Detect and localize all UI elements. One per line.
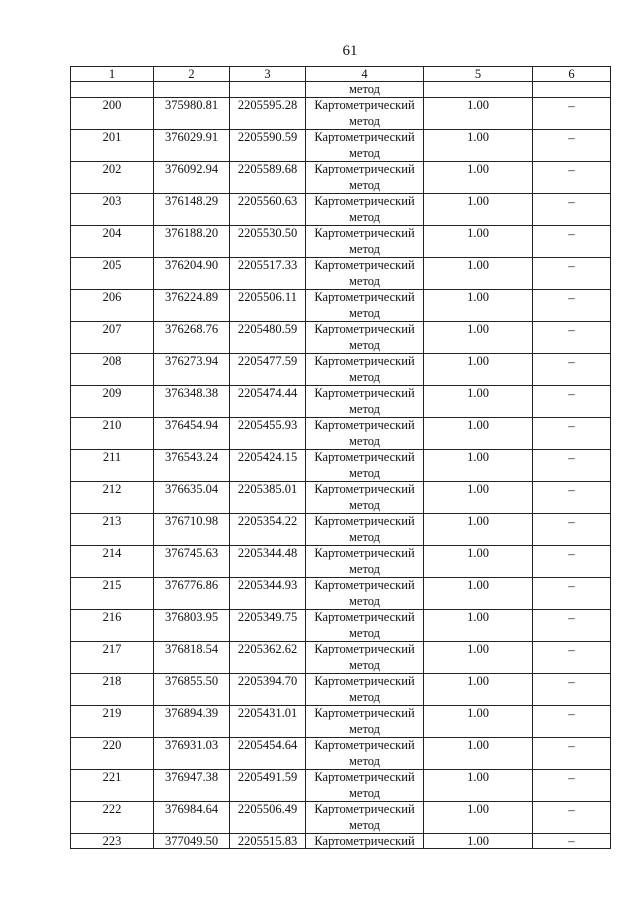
accuracy-cell: 1.00 — [424, 578, 533, 610]
header-col-6: 6 — [533, 67, 611, 82]
note-cell: – — [533, 482, 611, 514]
y-coordinate-cell: 2205506.49 — [230, 802, 306, 834]
point-number-cell: 212 — [71, 482, 154, 514]
x-coordinate-cell: 376224.89 — [154, 290, 230, 322]
accuracy-cell: 1.00 — [424, 450, 533, 482]
y-coordinate-cell: 2205455.93 — [230, 418, 306, 450]
note-cell: – — [533, 226, 611, 258]
note-cell: – — [533, 706, 611, 738]
method-line-2: метод — [348, 529, 380, 544]
method-cell — [306, 642, 424, 674]
method-cell — [306, 418, 424, 450]
continuation-row — [71, 82, 611, 98]
accuracy-cell: 1.00 — [424, 162, 533, 194]
method-line-1: Картометрический — [314, 578, 415, 592]
point-number-cell: 223 — [71, 834, 154, 849]
method-line-1: Картометрический — [314, 738, 415, 752]
x-coordinate-cell: 376710.98 — [154, 514, 230, 546]
method-cell — [306, 514, 424, 546]
method-line-2: метод — [348, 689, 380, 704]
method-line-1: Картометрический — [314, 98, 415, 112]
x-coordinate-cell: 376776.86 — [154, 578, 230, 610]
y-coordinate-cell: 2205394.70 — [230, 674, 306, 706]
header-col-3: 3 — [230, 67, 306, 82]
y-coordinate-cell: 2205454.64 — [230, 738, 306, 770]
method-line-2: метод — [348, 273, 380, 288]
point-number-cell: 208 — [71, 354, 154, 386]
table-row-last — [71, 834, 611, 849]
page-number: 61 — [342, 43, 358, 59]
table-row — [71, 642, 611, 674]
accuracy-cell: 1.00 — [424, 482, 533, 514]
table-row — [71, 450, 611, 482]
x-coordinate-cell: 376273.94 — [154, 354, 230, 386]
method-line-1: Картометрический — [314, 514, 415, 528]
y-coordinate-cell: 2205354.22 — [230, 514, 306, 546]
y-coordinate-cell: 2205589.68 — [230, 162, 306, 194]
method-line-2: метод — [348, 337, 380, 352]
accuracy-cell: 1.00 — [424, 98, 533, 130]
table-row — [71, 162, 611, 194]
note-cell: – — [533, 514, 611, 546]
header-col-5: 5 — [424, 67, 533, 82]
y-coordinate-cell: 2205385.01 — [230, 482, 306, 514]
accuracy-cell: 1.00 — [424, 226, 533, 258]
method-cell — [306, 802, 424, 834]
method-cell — [306, 482, 424, 514]
accuracy-cell: 1.00 — [424, 610, 533, 642]
method-cell: Картометрический — [306, 834, 424, 849]
x-coordinate-cell: 376543.24 — [154, 450, 230, 482]
x-coordinate-cell: 376745.63 — [154, 546, 230, 578]
accuracy-cell: 1.00 — [424, 130, 533, 162]
y-coordinate-cell: 2205431.01 — [230, 706, 306, 738]
point-number-cell: 210 — [71, 418, 154, 450]
y-coordinate-cell: 2205477.59 — [230, 354, 306, 386]
method-line-1: Картометрический — [314, 258, 415, 272]
y-coordinate-cell: 2205590.59 — [230, 130, 306, 162]
x-coordinate-cell: 376348.38 — [154, 386, 230, 418]
method-cell — [306, 610, 424, 642]
note-cell: – — [533, 642, 611, 674]
point-number-cell: 213 — [71, 514, 154, 546]
accuracy-cell: 1.00 — [424, 194, 533, 226]
table-row — [71, 482, 611, 514]
point-number-cell: 215 — [71, 578, 154, 610]
accuracy-cell: 1.00 — [424, 514, 533, 546]
note-cell: – — [533, 98, 611, 130]
method-line-1: Картометрический — [314, 802, 415, 816]
table-row — [71, 578, 611, 610]
x-coordinate-cell: 376931.03 — [154, 738, 230, 770]
y-coordinate-cell: 2205506.11 — [230, 290, 306, 322]
method-line-1: Картометрический — [314, 290, 415, 304]
method-line-1: Картометрический — [314, 482, 415, 496]
y-coordinate-cell: 2205515.83 — [230, 834, 306, 849]
method-cell — [306, 290, 424, 322]
point-number-cell: 209 — [71, 386, 154, 418]
point-number-cell: 202 — [71, 162, 154, 194]
y-coordinate-cell: 2205344.93 — [230, 578, 306, 610]
note-cell: – — [533, 450, 611, 482]
method-cell — [306, 738, 424, 770]
continuation-method-cell: метод — [306, 82, 424, 98]
note-cell: – — [533, 162, 611, 194]
table-row — [71, 194, 611, 226]
method-cell — [306, 546, 424, 578]
note-cell: – — [533, 354, 611, 386]
method-line-1: Картометрический — [314, 130, 415, 144]
note-cell: – — [533, 322, 611, 354]
accuracy-cell: 1.00 — [424, 322, 533, 354]
point-number-cell: 203 — [71, 194, 154, 226]
accuracy-cell: 1.00 — [424, 642, 533, 674]
method-line-2: метод — [348, 721, 380, 736]
accuracy-cell: 1.00 — [424, 674, 533, 706]
table-row — [71, 258, 611, 290]
accuracy-cell: 1.00 — [424, 546, 533, 578]
y-coordinate-cell: 2205560.63 — [230, 194, 306, 226]
x-coordinate-cell: 376984.64 — [154, 802, 230, 834]
method-line-1: Картометрический — [314, 706, 415, 720]
point-number-cell: 220 — [71, 738, 154, 770]
method-line-1: Картометрический — [314, 642, 415, 656]
x-coordinate-cell: 376092.94 — [154, 162, 230, 194]
accuracy-cell: 1.00 — [424, 770, 533, 802]
accuracy-cell: 1.00 — [424, 290, 533, 322]
method-line-2: метод — [348, 593, 380, 608]
y-coordinate-cell: 2205480.59 — [230, 322, 306, 354]
table-row — [71, 802, 611, 834]
table-row — [71, 290, 611, 322]
method-line-1: Картометрический — [314, 194, 415, 208]
table-row — [71, 770, 611, 802]
x-coordinate-cell: 376803.95 — [154, 610, 230, 642]
y-coordinate-cell: 2205424.15 — [230, 450, 306, 482]
accuracy-cell: 1.00 — [424, 738, 533, 770]
table-row — [71, 546, 611, 578]
note-cell: – — [533, 578, 611, 610]
method-cell — [306, 770, 424, 802]
method-line-1: Картометрический — [314, 546, 415, 560]
method-line-2: метод — [348, 465, 380, 480]
method-cell — [306, 194, 424, 226]
y-coordinate-cell: 2205362.62 — [230, 642, 306, 674]
method-cell — [306, 322, 424, 354]
note-cell: – — [533, 674, 611, 706]
accuracy-cell: 1.00 — [424, 258, 533, 290]
accuracy-cell: 1.00 — [424, 802, 533, 834]
method-line-2: метод — [348, 625, 380, 640]
note-cell: – — [533, 802, 611, 834]
method-line-1: Картометрический — [314, 418, 415, 432]
table-row — [71, 386, 611, 418]
accuracy-cell: 1.00 — [424, 706, 533, 738]
method-cell — [306, 130, 424, 162]
point-number-cell: 207 — [71, 322, 154, 354]
method-line-1: Картометрический — [314, 610, 415, 624]
method-line-2: метод — [348, 657, 380, 672]
note-cell: – — [533, 258, 611, 290]
x-coordinate-cell: 376188.20 — [154, 226, 230, 258]
header-row — [71, 67, 611, 82]
x-coordinate-cell: 376947.38 — [154, 770, 230, 802]
y-coordinate-cell: 2205349.75 — [230, 610, 306, 642]
method-cell — [306, 706, 424, 738]
table-row — [71, 322, 611, 354]
method-line-2: метод — [348, 369, 380, 384]
method-cell — [306, 578, 424, 610]
method-line-2: метод — [348, 433, 380, 448]
method-line-2: метод — [348, 785, 380, 800]
note-cell: – — [533, 546, 611, 578]
method-line-2: метод — [348, 113, 380, 128]
y-coordinate-cell: 2205491.59 — [230, 770, 306, 802]
table-row — [71, 610, 611, 642]
accuracy-cell: 1.00 — [424, 418, 533, 450]
method-cell — [306, 450, 424, 482]
note-cell: – — [533, 610, 611, 642]
method-line-2: метод — [348, 145, 380, 160]
table-header — [71, 67, 611, 82]
x-coordinate-cell: 376818.54 — [154, 642, 230, 674]
note-cell: – — [533, 194, 611, 226]
x-coordinate-cell: 376855.50 — [154, 674, 230, 706]
method-line-2: метод — [348, 241, 380, 256]
y-coordinate-cell: 2205474.44 — [230, 386, 306, 418]
method-cell — [306, 674, 424, 706]
y-coordinate-cell: 2205530.50 — [230, 226, 306, 258]
x-coordinate-cell: 376268.76 — [154, 322, 230, 354]
table-row — [71, 674, 611, 706]
point-number-cell: 218 — [71, 674, 154, 706]
method-line-1: Картометрический — [314, 226, 415, 240]
note-cell: – — [533, 770, 611, 802]
method-cell — [306, 386, 424, 418]
x-coordinate-cell: 377049.50 — [154, 834, 230, 849]
x-coordinate-cell: 376454.94 — [154, 418, 230, 450]
note-cell: – — [533, 290, 611, 322]
note-cell: – — [533, 130, 611, 162]
method-cell — [306, 162, 424, 194]
point-number-cell: 205 — [71, 258, 154, 290]
accuracy-cell: 1.00 — [424, 386, 533, 418]
accuracy-cell: 1.00 — [424, 354, 533, 386]
method-line-2: метод — [348, 497, 380, 512]
point-number-cell: 206 — [71, 290, 154, 322]
x-coordinate-cell: 375980.81 — [154, 98, 230, 130]
y-coordinate-cell: 2205344.48 — [230, 546, 306, 578]
method-cell — [306, 354, 424, 386]
method-line-1: Картометрический — [314, 770, 415, 784]
point-number-cell: 221 — [71, 770, 154, 802]
method-line-1: Картометрический — [314, 354, 415, 368]
header-col-4: 4 — [306, 67, 424, 82]
method-line-2: метод — [348, 401, 380, 416]
y-coordinate-cell: 2205595.28 — [230, 98, 306, 130]
header-col-1: 1 — [71, 67, 154, 82]
method-line-1: Картометрический — [314, 162, 415, 176]
table-row — [71, 130, 611, 162]
table-row — [71, 226, 611, 258]
x-coordinate-cell: 376204.90 — [154, 258, 230, 290]
method-cell — [306, 226, 424, 258]
table-row — [71, 514, 611, 546]
table-row — [71, 354, 611, 386]
note-cell: – — [533, 418, 611, 450]
note-cell: – — [533, 738, 611, 770]
method-line-1: Картометрический — [314, 450, 415, 464]
method-cell — [306, 258, 424, 290]
method-line-1: Картометрический — [314, 674, 415, 688]
x-coordinate-cell: 376635.04 — [154, 482, 230, 514]
x-coordinate-cell: 376148.29 — [154, 194, 230, 226]
coordinates-table — [70, 66, 611, 849]
x-coordinate-cell: 376029.91 — [154, 130, 230, 162]
point-number-cell: 201 — [71, 130, 154, 162]
point-number-cell: 200 — [71, 98, 154, 130]
note-cell: – — [533, 834, 611, 849]
method-line-2: метод — [348, 817, 380, 832]
point-number-cell: 211 — [71, 450, 154, 482]
method-line-2: метод — [348, 177, 380, 192]
method-line-1: Картометрический — [314, 386, 415, 400]
point-number-cell: 219 — [71, 706, 154, 738]
y-coordinate-cell: 2205517.33 — [230, 258, 306, 290]
table-row — [71, 706, 611, 738]
accuracy-cell: 1.00 — [424, 834, 533, 849]
header-col-2: 2 — [154, 67, 230, 82]
method-line-2: метод — [348, 561, 380, 576]
table-row — [71, 738, 611, 770]
method-line-2: метод — [348, 753, 380, 768]
method-cell — [306, 98, 424, 130]
method-line-1: Картометрический — [314, 322, 415, 336]
table-row — [71, 418, 611, 450]
note-cell: – — [533, 386, 611, 418]
point-number-cell: 204 — [71, 226, 154, 258]
point-number-cell: 222 — [71, 802, 154, 834]
point-number-cell: 217 — [71, 642, 154, 674]
point-number-cell: 216 — [71, 610, 154, 642]
x-coordinate-cell: 376894.39 — [154, 706, 230, 738]
table-body — [71, 82, 611, 849]
method-line-2: метод — [348, 209, 380, 224]
point-number-cell: 214 — [71, 546, 154, 578]
method-line-2: метод — [348, 305, 380, 320]
table-row — [71, 98, 611, 130]
